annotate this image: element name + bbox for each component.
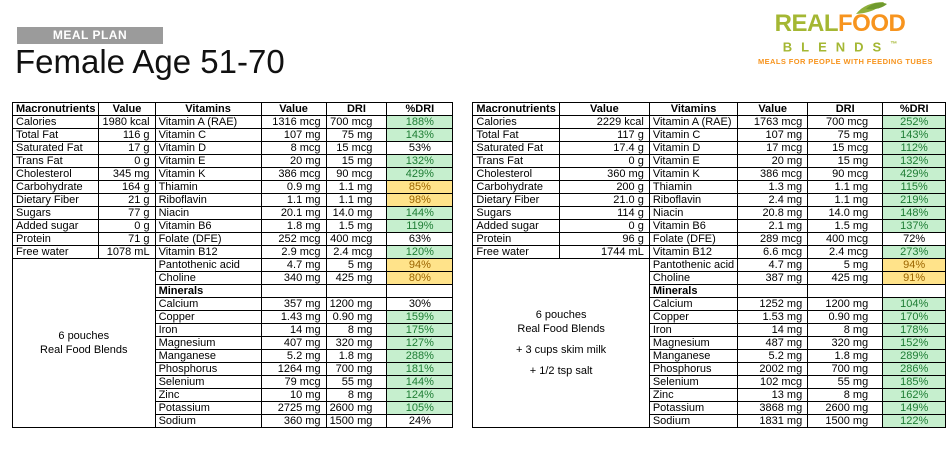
vitamin-value-cell: 1.8 mg — [261, 220, 326, 233]
table-row — [13, 168, 453, 181]
vitamin-name-cell: Choline — [155, 272, 261, 285]
table-row — [13, 220, 453, 233]
mineral-name-cell: Manganese — [155, 350, 261, 363]
vitamin-dri-cell: 425 mg — [808, 272, 883, 285]
vitamin-value-cell: 20 mg — [738, 155, 808, 168]
logo-wordmark — [758, 12, 922, 36]
vitamin-dri-cell: 400 mcg — [326, 233, 387, 246]
column-header-macronutrients: Macronutrients — [13, 103, 99, 116]
mineral-pct-dri-cell: 144% — [387, 376, 453, 389]
empty-cell — [883, 285, 946, 298]
mineral-value-cell: 79 mcg — [261, 376, 326, 389]
mineral-pct-dri-cell: 104% — [883, 298, 946, 311]
macro-name-cell: Protein — [473, 233, 559, 246]
vitamin-pct-dri-cell: 91% — [883, 272, 946, 285]
nutrition-table-6-pouches — [12, 102, 453, 428]
vitamin-dri-cell: 1.1 mg — [326, 181, 387, 194]
vitamin-pct-dri-cell: 72% — [883, 233, 946, 246]
vitamin-name-cell: Vitamin B12 — [155, 246, 261, 259]
mineral-dri-cell: 55 mg — [326, 376, 387, 389]
vitamin-value-cell: 107 mg — [738, 129, 808, 142]
vitamin-dri-cell: 700 mcg — [808, 116, 883, 129]
mineral-name-cell: Calcium — [155, 298, 261, 311]
vitamin-dri-cell: 1.1 mg — [326, 194, 387, 207]
mineral-dri-cell: 8 mg — [808, 389, 883, 402]
mineral-value-cell: 1.43 mg — [261, 311, 326, 324]
minerals-section-label: Minerals — [649, 285, 737, 298]
mineral-dri-cell: 1.8 mg — [326, 350, 387, 363]
column-header-vitamins: Vitamins — [155, 103, 261, 116]
mineral-name-cell: Manganese — [649, 350, 737, 363]
vitamin-pct-dri-cell: 429% — [883, 168, 946, 181]
mineral-name-cell: Zinc — [649, 389, 737, 402]
minerals-section-label: Minerals — [155, 285, 261, 298]
vitamin-name-cell: Vitamin A (RAE) — [155, 116, 261, 129]
servings-line: 6 pouches — [535, 309, 587, 321]
vitamin-name-cell: Thiamin — [155, 181, 261, 194]
mineral-pct-dri-cell: 185% — [883, 376, 946, 389]
macro-value-cell: 117 g — [559, 129, 649, 142]
vitamin-dri-cell: 1.5 mg — [326, 220, 387, 233]
mineral-dri-cell: 8 mg — [326, 324, 387, 337]
macro-value-cell: 0 g — [559, 155, 649, 168]
mineral-dri-cell: 2600 mg — [808, 402, 883, 415]
column-header-vitamins: Vitamins — [649, 103, 737, 116]
macro-value-cell: 0 g — [99, 155, 155, 168]
vitamin-value-cell: 20.8 mg — [738, 207, 808, 220]
servings-line-group — [16, 329, 152, 357]
macro-name-cell: Free water — [473, 246, 559, 259]
mineral-pct-dri-cell: 122% — [883, 415, 946, 428]
vitamin-pct-dri-cell: 132% — [883, 155, 946, 168]
vitamin-value-cell: 107 mg — [261, 129, 326, 142]
mineral-value-cell: 1252 mg — [738, 298, 808, 311]
vitamin-dri-cell: 90 mcg — [808, 168, 883, 181]
vitamin-dri-cell: 1.5 mg — [808, 220, 883, 233]
vitamin-name-cell: Folate (DFE) — [649, 233, 737, 246]
macro-name-cell: Added sugar — [473, 220, 559, 233]
column-header-value: Value — [261, 103, 326, 116]
mineral-pct-dri-cell: 178% — [883, 324, 946, 337]
mineral-name-cell: Potassium — [155, 402, 261, 415]
mineral-pct-dri-cell: 127% — [387, 337, 453, 350]
mineral-dri-cell: 8 mg — [326, 389, 387, 402]
mineral-name-cell: Phosphorus — [155, 363, 261, 376]
brand-logo — [758, 10, 933, 67]
vitamin-name-cell: Vitamin E — [155, 155, 261, 168]
vitamin-value-cell: 1.1 mg — [261, 194, 326, 207]
table-row — [13, 259, 453, 272]
vitamin-dri-cell: 400 mcg — [808, 233, 883, 246]
macro-name-cell: Calories — [473, 116, 559, 129]
mineral-dri-cell: 1500 mg — [808, 415, 883, 428]
vitamin-value-cell: 289 mcg — [738, 233, 808, 246]
mineral-name-cell: Copper — [649, 311, 737, 324]
vitamin-pct-dri-cell: 252% — [883, 116, 946, 129]
mineral-value-cell: 5.2 mg — [261, 350, 326, 363]
vitamin-dri-cell: 15 mg — [808, 155, 883, 168]
vitamin-dri-cell: 425 mg — [326, 272, 387, 285]
macro-value-cell: 0 g — [559, 220, 649, 233]
vitamin-name-cell: Vitamin B6 — [649, 220, 737, 233]
servings-line: 6 pouches — [58, 330, 110, 342]
column-header-value: Value — [738, 103, 808, 116]
vitamin-pct-dri-cell: 63% — [387, 233, 453, 246]
mineral-dri-cell: 55 mg — [808, 376, 883, 389]
macro-value-cell: 1980 kcal — [99, 116, 155, 129]
logo-blends-text: BLENDS™ — [782, 39, 898, 55]
table-row — [13, 129, 453, 142]
mineral-value-cell: 5.2 mg — [738, 350, 808, 363]
table-row — [473, 181, 946, 194]
macro-name-cell: Dietary Fiber — [13, 194, 99, 207]
vitamin-value-cell: 340 mg — [261, 272, 326, 285]
macro-value-cell: 1744 mL — [559, 246, 649, 259]
macro-name-cell: Carbohydrate — [13, 181, 99, 194]
mineral-name-cell: Iron — [155, 324, 261, 337]
vitamin-name-cell: Thiamin — [649, 181, 737, 194]
vitamin-dri-cell: 15 mcg — [326, 142, 387, 155]
vitamin-name-cell: Pantothenic acid — [155, 259, 261, 272]
vitamin-pct-dri-cell: 80% — [387, 272, 453, 285]
mineral-pct-dri-cell: 175% — [387, 324, 453, 337]
table-row — [473, 194, 946, 207]
vitamin-name-cell: Vitamin K — [649, 168, 737, 181]
macro-value-cell: 96 g — [559, 233, 649, 246]
mineral-value-cell: 13 mg — [738, 389, 808, 402]
mineral-pct-dri-cell: 170% — [883, 311, 946, 324]
macro-name-cell: Trans Fat — [13, 155, 99, 168]
mineral-value-cell: 2725 mg — [261, 402, 326, 415]
mineral-dri-cell: 2600 mg — [326, 402, 387, 415]
column-header-dri: DRI — [808, 103, 883, 116]
vitamin-value-cell: 17 mcg — [738, 142, 808, 155]
macro-name-cell: Added sugar — [13, 220, 99, 233]
macro-name-cell: Calories — [13, 116, 99, 129]
macro-name-cell: Sugars — [473, 207, 559, 220]
vitamin-value-cell: 6.6 mcg — [738, 246, 808, 259]
column-header-row — [473, 103, 946, 116]
vitamin-dri-cell: 14.0 mg — [808, 207, 883, 220]
column-header-value: Value — [559, 103, 649, 116]
macro-value-cell: 17.4 g — [559, 142, 649, 155]
vitamin-name-cell: Choline — [649, 272, 737, 285]
mineral-name-cell: Calcium — [649, 298, 737, 311]
vitamin-dri-cell: 75 mg — [326, 129, 387, 142]
vitamin-name-cell: Vitamin D — [649, 142, 737, 155]
macro-name-cell: Saturated Fat — [13, 142, 99, 155]
logo-tagline: MEALS FOR PEOPLE WITH FEEDING TUBES — [758, 57, 933, 67]
vitamin-name-cell: Vitamin K — [155, 168, 261, 181]
table-row — [473, 142, 946, 155]
mineral-pct-dri-cell: 181% — [387, 363, 453, 376]
vitamin-name-cell: Niacin — [649, 207, 737, 220]
mineral-dri-cell: 1500 mg — [326, 415, 387, 428]
column-header-macronutrients: Macronutrients — [473, 103, 559, 116]
mineral-pct-dri-cell: 159% — [387, 311, 453, 324]
macro-value-cell: 21 g — [99, 194, 155, 207]
vitamin-pct-dri-cell: 143% — [883, 129, 946, 142]
vitamin-pct-dri-cell: 188% — [387, 116, 453, 129]
vitamin-name-cell: Vitamin C — [155, 129, 261, 142]
mineral-name-cell: Potassium — [649, 402, 737, 415]
vitamin-pct-dri-cell: 94% — [387, 259, 453, 272]
vitamin-pct-dri-cell: 137% — [883, 220, 946, 233]
vitamin-value-cell: 8 mcg — [261, 142, 326, 155]
mineral-name-cell: Sodium — [155, 415, 261, 428]
column-header--dri: %DRI — [883, 103, 946, 116]
table-row — [13, 194, 453, 207]
vitamin-dri-cell: 700 mcg — [326, 116, 387, 129]
leaf-icon — [854, 0, 888, 16]
vitamin-name-cell: Vitamin B6 — [155, 220, 261, 233]
mineral-pct-dri-cell: 124% — [387, 389, 453, 402]
mineral-pct-dri-cell: 152% — [883, 337, 946, 350]
mineral-dri-cell: 0.90 mg — [808, 311, 883, 324]
vitamin-dri-cell: 2.4 mcg — [326, 246, 387, 259]
macro-name-cell: Trans Fat — [473, 155, 559, 168]
empty-cell — [261, 285, 326, 298]
vitamin-value-cell: 2.1 mg — [738, 220, 808, 233]
empty-cell — [387, 285, 453, 298]
vitamin-dri-cell: 15 mcg — [808, 142, 883, 155]
macro-value-cell: 21.0 g — [559, 194, 649, 207]
vitamin-value-cell: 387 mg — [738, 272, 808, 285]
vitamin-value-cell: 2.4 mg — [738, 194, 808, 207]
vitamin-pct-dri-cell: 112% — [883, 142, 946, 155]
servings-summary-cell — [473, 259, 649, 428]
vitamin-dri-cell: 5 mg — [326, 259, 387, 272]
servings-line-group — [476, 308, 645, 336]
macro-name-cell: Cholesterol — [13, 168, 99, 181]
vitamin-pct-dri-cell: 119% — [387, 220, 453, 233]
vitamin-pct-dri-cell: 143% — [387, 129, 453, 142]
mineral-name-cell: Phosphorus — [649, 363, 737, 376]
macro-value-cell: 116 g — [99, 129, 155, 142]
servings-summary-cell — [13, 259, 156, 428]
vitamin-name-cell: Vitamin D — [155, 142, 261, 155]
vitamin-dri-cell: 15 mg — [326, 155, 387, 168]
vitamin-dri-cell: 14.0 mg — [326, 207, 387, 220]
column-header--dri: %DRI — [387, 103, 453, 116]
mineral-value-cell: 3868 mg — [738, 402, 808, 415]
table-row — [13, 233, 453, 246]
mineral-dri-cell: 0.90 mg — [326, 311, 387, 324]
table-row — [473, 246, 946, 259]
vitamin-value-cell: 1.3 mg — [738, 181, 808, 194]
page-title: Female Age 51-70 — [15, 43, 285, 80]
mineral-name-cell: Sodium — [649, 415, 737, 428]
column-header-dri: DRI — [326, 103, 387, 116]
vitamin-dri-cell: 5 mg — [808, 259, 883, 272]
vitamin-name-cell: Vitamin B12 — [649, 246, 737, 259]
trademark-symbol: ™ — [890, 41, 898, 48]
table-row — [13, 155, 453, 168]
vitamin-dri-cell: 1.1 mg — [808, 181, 883, 194]
vitamin-value-cell: 2.9 mcg — [261, 246, 326, 259]
macro-name-cell: Cholesterol — [473, 168, 559, 181]
table-row — [473, 116, 946, 129]
vitamin-pct-dri-cell: 273% — [883, 246, 946, 259]
vitamin-name-cell: Vitamin E — [649, 155, 737, 168]
vitamin-name-cell: Niacin — [155, 207, 261, 220]
nutrition-table-6-pouches-milk-salt — [472, 102, 946, 428]
vitamin-name-cell: Pantothenic acid — [649, 259, 737, 272]
table-row — [473, 220, 946, 233]
mineral-dri-cell: 700 mg — [326, 363, 387, 376]
mineral-pct-dri-cell: 286% — [883, 363, 946, 376]
mineral-pct-dri-cell: 24% — [387, 415, 453, 428]
column-header-row — [13, 103, 453, 116]
table-row — [473, 207, 946, 220]
mineral-value-cell: 487 mg — [738, 337, 808, 350]
vitamin-pct-dri-cell: 148% — [883, 207, 946, 220]
macro-value-cell: 345 mg — [99, 168, 155, 181]
vitamin-pct-dri-cell: 429% — [387, 168, 453, 181]
macro-value-cell: 164 g — [99, 181, 155, 194]
vitamin-name-cell: Riboflavin — [649, 194, 737, 207]
vitamin-name-cell: Vitamin C — [649, 129, 737, 142]
macro-value-cell: 2229 kcal — [559, 116, 649, 129]
vitamin-pct-dri-cell: 94% — [883, 259, 946, 272]
logo-real-text: REAL — [774, 10, 838, 37]
vitamin-dri-cell: 1.1 mg — [808, 194, 883, 207]
macro-name-cell: Total Fat — [473, 129, 559, 142]
mineral-name-cell: Magnesium — [649, 337, 737, 350]
mineral-dri-cell: 1.8 mg — [808, 350, 883, 363]
servings-line: Real Food Blends — [517, 323, 605, 335]
mineral-name-cell: Copper — [155, 311, 261, 324]
empty-cell — [326, 285, 387, 298]
servings-line: + 3 cups skim milk — [516, 344, 607, 356]
table-row — [473, 259, 946, 272]
macro-value-cell: 1078 mL — [99, 246, 155, 259]
macro-name-cell: Free water — [13, 246, 99, 259]
servings-line-group — [476, 364, 645, 378]
mineral-value-cell: 357 mg — [261, 298, 326, 311]
mineral-dri-cell: 1200 mg — [808, 298, 883, 311]
mineral-pct-dri-cell: 289% — [883, 350, 946, 363]
table-row — [473, 155, 946, 168]
mineral-pct-dri-cell: 105% — [387, 402, 453, 415]
vitamin-value-cell: 1763 mcg — [738, 116, 808, 129]
servings-line: Real Food Blends — [40, 344, 128, 356]
macro-value-cell: 17 g — [99, 142, 155, 155]
mineral-dri-cell: 1200 mg — [326, 298, 387, 311]
vitamin-value-cell: 0.9 mg — [261, 181, 326, 194]
macro-value-cell: 200 g — [559, 181, 649, 194]
vitamin-name-cell: Vitamin A (RAE) — [649, 116, 737, 129]
macro-value-cell: 114 g — [559, 207, 649, 220]
vitamin-value-cell: 252 mcg — [261, 233, 326, 246]
vitamin-pct-dri-cell: 219% — [883, 194, 946, 207]
column-header-value: Value — [99, 103, 155, 116]
nutrition-tables — [12, 102, 946, 428]
vitamin-value-cell: 20.1 mg — [261, 207, 326, 220]
mineral-name-cell: Selenium — [155, 376, 261, 389]
vitamin-dri-cell: 90 mcg — [326, 168, 387, 181]
table-row — [13, 246, 453, 259]
servings-line-group — [476, 343, 645, 357]
table-row — [473, 129, 946, 142]
vitamin-value-cell: 4.7 mg — [738, 259, 808, 272]
vitamin-dri-cell: 2.4 mcg — [808, 246, 883, 259]
vitamin-value-cell: 1316 mcg — [261, 116, 326, 129]
macro-name-cell: Dietary Fiber — [473, 194, 559, 207]
table-row — [473, 233, 946, 246]
vitamin-value-cell: 386 mcg — [738, 168, 808, 181]
logo-food-text: FOOD — [838, 10, 906, 37]
table-row — [13, 116, 453, 129]
vitamin-pct-dri-cell: 115% — [883, 181, 946, 194]
empty-cell — [738, 285, 808, 298]
vitamin-pct-dri-cell: 132% — [387, 155, 453, 168]
mineral-dri-cell: 700 mg — [808, 363, 883, 376]
macro-name-cell: Total Fat — [13, 129, 99, 142]
table-row — [13, 207, 453, 220]
macro-name-cell: Carbohydrate — [473, 181, 559, 194]
mineral-pct-dri-cell: 149% — [883, 402, 946, 415]
mineral-name-cell: Iron — [649, 324, 737, 337]
vitamin-pct-dri-cell: 53% — [387, 142, 453, 155]
meal-plan-tag: MEAL PLAN — [17, 27, 163, 44]
mineral-value-cell: 1.53 mg — [738, 311, 808, 324]
mineral-dri-cell: 320 mg — [326, 337, 387, 350]
vitamin-value-cell: 4.7 mg — [261, 259, 326, 272]
mineral-value-cell: 1831 mg — [738, 415, 808, 428]
macro-value-cell: 360 mg — [559, 168, 649, 181]
mineral-name-cell: Magnesium — [155, 337, 261, 350]
mineral-value-cell: 14 mg — [738, 324, 808, 337]
vitamin-pct-dri-cell: 98% — [387, 194, 453, 207]
mineral-dri-cell: 320 mg — [808, 337, 883, 350]
mineral-name-cell: Selenium — [649, 376, 737, 389]
mineral-value-cell: 102 mcg — [738, 376, 808, 389]
mineral-value-cell: 1264 mg — [261, 363, 326, 376]
table-row — [473, 168, 946, 181]
vitamin-pct-dri-cell: 144% — [387, 207, 453, 220]
vitamin-value-cell: 386 mcg — [261, 168, 326, 181]
macro-name-cell: Sugars — [13, 207, 99, 220]
table-row — [13, 142, 453, 155]
mineral-value-cell: 2002 mg — [738, 363, 808, 376]
mineral-pct-dri-cell: 162% — [883, 389, 946, 402]
servings-line: + 1/2 tsp salt — [529, 365, 593, 377]
empty-cell — [808, 285, 883, 298]
mineral-pct-dri-cell: 288% — [387, 350, 453, 363]
macro-value-cell: 77 g — [99, 207, 155, 220]
vitamin-name-cell: Riboflavin — [155, 194, 261, 207]
mineral-name-cell: Zinc — [155, 389, 261, 402]
vitamin-name-cell: Folate (DFE) — [155, 233, 261, 246]
mineral-value-cell: 407 mg — [261, 337, 326, 350]
vitamin-dri-cell: 75 mg — [808, 129, 883, 142]
macro-value-cell: 71 g — [99, 233, 155, 246]
mineral-dri-cell: 8 mg — [808, 324, 883, 337]
macro-name-cell: Saturated Fat — [473, 142, 559, 155]
mineral-value-cell: 360 mg — [261, 415, 326, 428]
mineral-value-cell: 10 mg — [261, 389, 326, 402]
vitamin-pct-dri-cell: 85% — [387, 181, 453, 194]
mineral-pct-dri-cell: 30% — [387, 298, 453, 311]
macro-name-cell: Protein — [13, 233, 99, 246]
vitamin-value-cell: 20 mg — [261, 155, 326, 168]
mineral-value-cell: 14 mg — [261, 324, 326, 337]
vitamin-pct-dri-cell: 120% — [387, 246, 453, 259]
table-row — [13, 181, 453, 194]
macro-value-cell: 0 g — [99, 220, 155, 233]
